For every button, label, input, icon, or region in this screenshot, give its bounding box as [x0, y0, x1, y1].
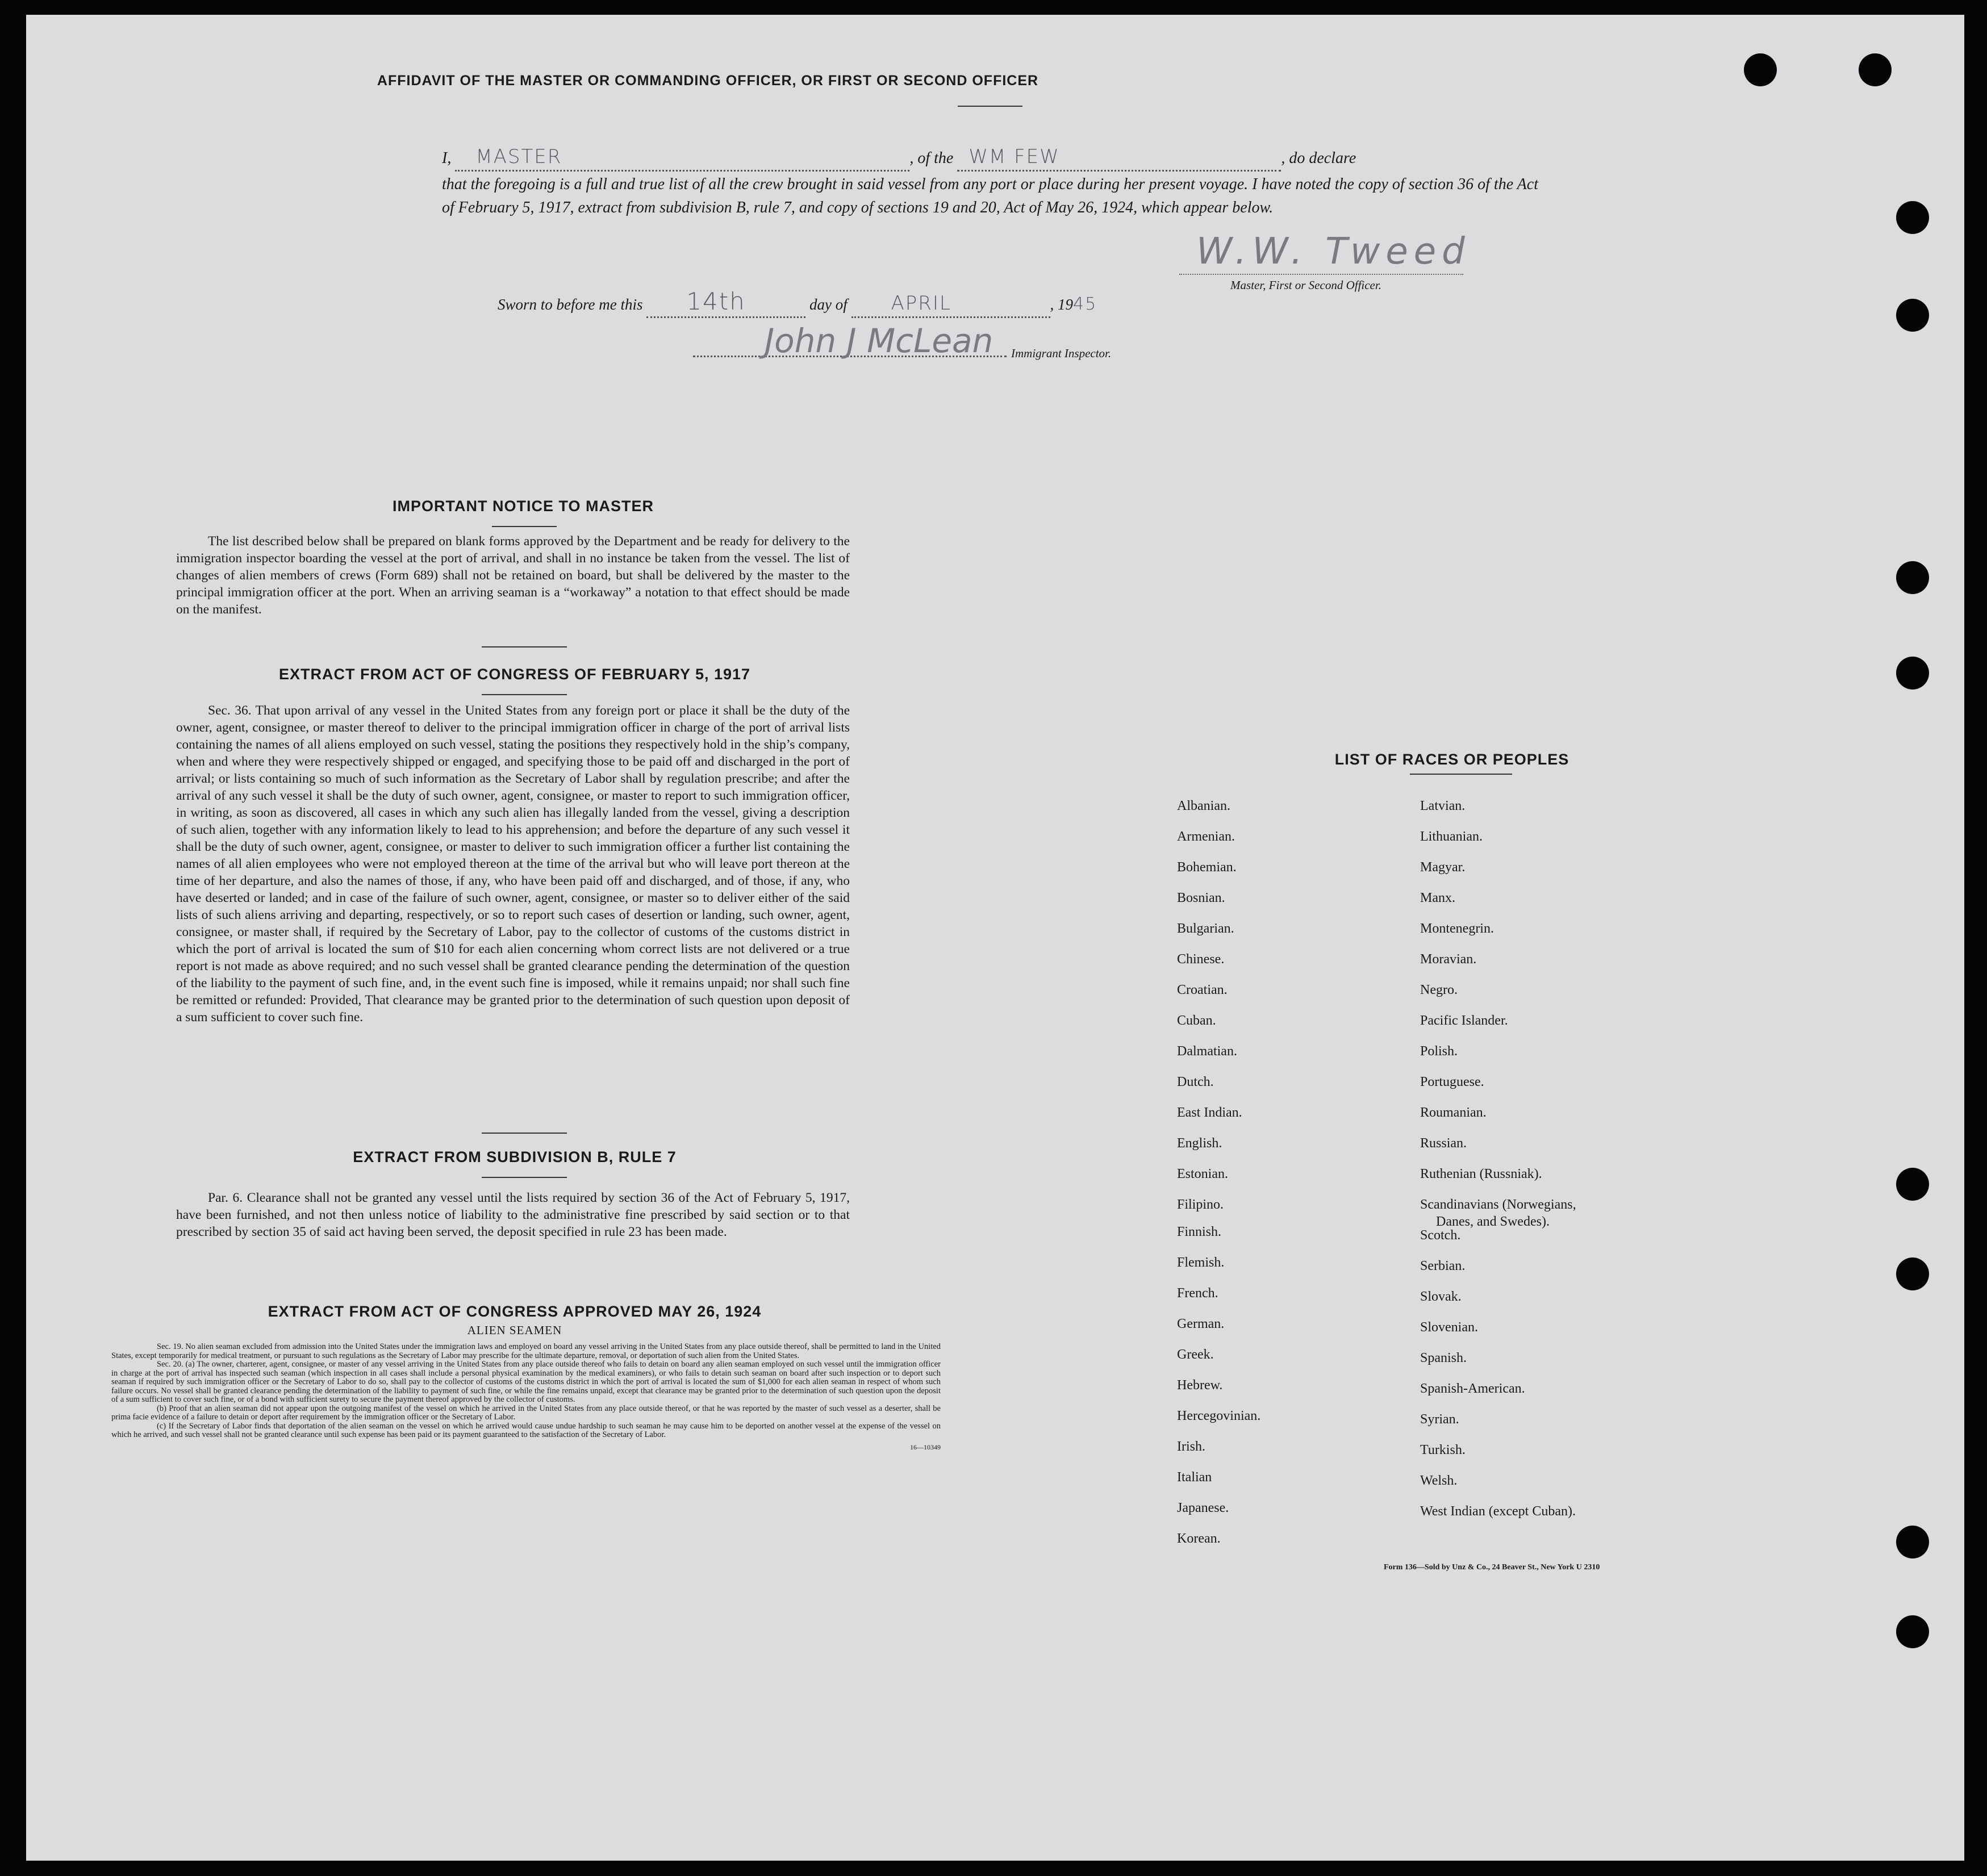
race-item: Irish. — [1177, 1439, 1205, 1454]
race-item: German. — [1177, 1317, 1225, 1331]
notice-text: The list described below shall be prepared on blank forms approved by the Department and be ready for delivery to the immigration inspector boarding the vessel at the port of arrival, and shall in no instance be taken from the vessel. The list of changes of alien members of crews (Form 689) shall not be retained on board, but shall be delivered by the master to the principal immigration officer at the port. When an arriving seaman is a “workaway” a notation to that effect should be made on the manifest. — [176, 534, 850, 617]
declaration-prefix: I, — [442, 149, 452, 167]
race-item: Turkish. — [1420, 1443, 1466, 1457]
race-item: Dalmatian. — [1177, 1044, 1237, 1059]
race-item: Bulgarian. — [1177, 921, 1234, 936]
race-item: Estonian. — [1177, 1167, 1228, 1181]
race-item: Moravian. — [1420, 952, 1477, 967]
race-item: Greek. — [1177, 1347, 1214, 1362]
title-rule — [958, 106, 1022, 107]
race-item: Croatian. — [1177, 983, 1228, 997]
race-item: West Indian (except Cuban). — [1420, 1504, 1576, 1519]
sworn-day-value: 14th — [686, 287, 746, 315]
race-item: Syrian. — [1420, 1412, 1459, 1427]
punch-hole-6 — [1896, 657, 1929, 690]
declaration-line — [442, 145, 1538, 172]
race-item: Slovenian. — [1420, 1320, 1478, 1335]
race-item: English. — [1177, 1136, 1222, 1151]
punch-hole-5 — [1896, 561, 1929, 594]
race-item: Spanish. — [1420, 1351, 1467, 1365]
sworn-prefix: Sworn to before me this — [498, 296, 643, 313]
race-item: Montenegrin. — [1420, 921, 1494, 936]
affidavit-title: AFFIDAVIT OF THE MASTER OR COMMANDING OFFICER, OR FIRST OR SECOND OFFICER — [377, 73, 1039, 89]
notice-end-rule — [482, 646, 567, 647]
master-signature-line — [1179, 274, 1463, 275]
race-item: Manx. — [1420, 891, 1455, 905]
sworn-month-field — [851, 292, 1050, 318]
sworn-year-value: 45 — [1073, 294, 1097, 314]
punch-hole-7 — [1896, 1168, 1929, 1201]
race-item: Bohemian. — [1177, 860, 1237, 875]
race-item: Armenian. — [1177, 829, 1235, 844]
race-item: Ruthenian (Russniak). — [1420, 1167, 1542, 1181]
declarant-value: MASTER — [475, 145, 562, 168]
race-item: Cuban. — [1177, 1013, 1216, 1028]
race-item: Hercegovinian. — [1177, 1409, 1261, 1423]
form-footer: Form 136—Sold by Unz & Co., 24 Beaver St., New York U 2310 — [1384, 1563, 1600, 1572]
extract-1917-text: Sec. 36. That upon arrival of any vessel in the United States from any foreign port or place it shall be the duty of the owner, agent, consignee, or master thereof to deliver to the principal immigration officer in charge of the port of arrival lists containing the names of all aliens employed on such vessel, stating the positions they respectively hold in the ship’s company, when and where they were respectively shipped or engaged, and specifying those to be paid off and discharged in the port of arrival; or lists containing so much of such information as the Secretary of Labor shall by regulation prescribe; and after the arrival of any such vessel it shall be the duty of such owner, agent, consignee, or master to report to such immigration officer, in writing, as soon as discovered, all cases in which any such alien has illegally landed from the vessel, giving a description of such alien, together with any information likely to lead to his apprehension; and before the departure of any such vessel it shall be the duty of such owner, agent, consignee, or master to deliver to such immigration officer a further list containing the names of all alien employees who were not employed thereon at the time of the arrival but who will leave port thereon at the time of her departure, and also the names of those, if any, who have been paid off and discharged, and of those, if any, who have deserted or landed; and in case of the failure of such owner, agent, consignee, or master so to deliver either of the said lists of such aliens arriving and departing, respectively, or so to report such cases of desertion or landing, such owner, agent, consignee, or master shall, if required by the Secretary of Labor, pay to the collector of customs of the customs district in which the port of arrival is located the sum of $10 for each alien concerning whom correct lists are not delivered or a true report is not made as above required; and no such vessel shall be granted clearance pending the determination of the question of the liability to the payment of such fine, and, in the event such fine is imposed, while it remains unpaid; nor shall such fine be remitted or refunded: Provided, That clearance may be granted prior to the determination of such question upon deposit of a sum sufficient to cover such fine. — [176, 703, 850, 1025]
race-item: Flemish. — [1177, 1255, 1225, 1270]
races-heading: LIST OF RACES OR PEOPLES — [1334, 751, 1569, 768]
race-item: Portuguese. — [1420, 1075, 1484, 1089]
race-item: Negro. — [1420, 983, 1458, 997]
race-item: French. — [1177, 1286, 1218, 1301]
race-item: Lithuanian. — [1420, 829, 1483, 844]
race-item: Scotch. — [1420, 1228, 1461, 1243]
extract-1924-subheading: ALIEN SEAMEN — [467, 1323, 562, 1337]
extract-1917-heading: EXTRACT FROM ACT OF CONGRESS OF FEBRUARY 5, 1917 — [278, 666, 751, 683]
sec20a-text: Sec. 20. (a) The owner, charterer, agent, consignee, or master of any vessel arriving in the United States from any place outside thereof who fails to detain on board any alien seaman employed on such vessel until the immigration officer in charge at the port of arrival has inspected such seaman (which inspection in all cases shall include a personal physical examination by the medical examiners), or who fails to detain such seaman on board after such inspection or to deport such seaman if required by such immigration officer or the Secretary of Labor to do so, shall pay to the collector of customs of the customs district in which the port of arrival is located the sum of $1,000 for each alien seaman in respect of whom such failure occurs. No vessel shall be granted clearance pending the determination of the liability to payment of such fine, or while the fine remains unpaid, except that clearance may be granted prior to the determination of such question upon the deposit of a sum sufficient to cover such fine, or of a bond with sufficient surety to secure the payment thereof approved by the collector of customs. — [111, 1360, 941, 1404]
rule7-text: Par. 6. Clearance shall not be granted any vessel until the lists required by section 36 of the Act of February 5, 1917, have been furnished, and not then unless notice of liability to the administrative fine prescribed by said section or to that prescribed by section 35 of said act having been served, the deposit specified in rule 23 has been made. — [176, 1190, 850, 1239]
race-item: Bosnian. — [1177, 891, 1225, 905]
race-item: East Indian. — [1177, 1105, 1242, 1120]
sec20c-text: (c) If the Secretary of Labor finds that deportation of the alien seaman on the vessel on which he arrived would cause undue hardship to such seaman he may cause him to be deported on another vessel at the expense of the vessel on which he arrived, and such vessel shall not be granted clearance until such expense has been paid or its payment guaranteed to the satisfaction of the Secretary of Labor. — [111, 1421, 941, 1439]
form-code: 16—10349 — [910, 1443, 941, 1451]
race-item: Roumanian. — [1420, 1105, 1487, 1120]
punch-hole-3 — [1896, 201, 1929, 234]
extract-1924-text — [111, 1343, 941, 1452]
extract-1924-heading: EXTRACT FROM ACT OF CONGRESS APPROVED MAY 26, 1924 — [268, 1303, 762, 1320]
race-item: Dutch. — [1177, 1075, 1214, 1089]
race-item: Italian — [1177, 1470, 1212, 1485]
rule7-heading: EXTRACT FROM SUBDIVISION B, RULE 7 — [353, 1148, 677, 1165]
race-item: Japanese. — [1177, 1501, 1229, 1515]
punch-hole-4 — [1896, 299, 1929, 332]
punch-hole-1 — [1744, 53, 1777, 86]
races-rule — [1410, 774, 1512, 775]
race-item: Welsh. — [1420, 1473, 1458, 1488]
declarant-field — [455, 145, 909, 172]
race-item: Magyar. — [1420, 860, 1466, 875]
race-item: Latvian. — [1420, 799, 1466, 813]
race-item: Danes, and Swedes). — [1436, 1214, 1550, 1229]
race-item: Scandinavians (Norwegians, — [1420, 1197, 1576, 1212]
punch-hole-8 — [1896, 1257, 1929, 1290]
do-declare-label: , do declare — [1281, 149, 1356, 167]
notice-rule — [492, 526, 557, 527]
race-item: Albanian. — [1177, 799, 1230, 813]
sworn-line — [498, 287, 1097, 318]
race-item: Serbian. — [1420, 1259, 1466, 1273]
vessel-name-value: WM FEW — [969, 145, 1060, 168]
sworn-month-value: APRIL — [891, 292, 951, 315]
race-item: Korean. — [1177, 1531, 1221, 1546]
vessel-field — [957, 145, 1281, 172]
race-item: Finnish. — [1177, 1225, 1222, 1239]
rule7-top-rule — [482, 1133, 567, 1134]
sec19-text: Sec. 19. No alien seaman excluded from admission into the United States under the immigration laws and employed on board any vessel arriving in the United States from any place outside thereof, shall be permitted to land in the United States, except temporarily for medical treatment, or pursuant to such regulations as the Secretary of Labor may prescribe for the ultimate departure, removal, or deportation of such alien from the United States. — [111, 1342, 941, 1360]
race-item: Hebrew. — [1177, 1378, 1223, 1393]
master-signature-label: Master, First or Second Officer. — [1230, 278, 1381, 292]
race-item: Pacific Islander. — [1420, 1013, 1508, 1028]
affidavit-declaration — [442, 145, 1538, 219]
inspector-label: Immigrant Inspector. — [1011, 346, 1112, 360]
punch-hole-2 — [1859, 53, 1892, 86]
race-item: Chinese. — [1177, 952, 1225, 967]
race-item: Spanish-American. — [1420, 1381, 1525, 1396]
year-prefix: , 19 — [1050, 296, 1073, 313]
punch-hole-9 — [1896, 1526, 1929, 1559]
punch-hole-10 — [1896, 1615, 1929, 1648]
race-item: Filipino. — [1177, 1197, 1224, 1212]
extract-1917-rule — [482, 694, 567, 695]
master-signature: W.W. Tweed — [1196, 231, 1471, 273]
document-page — [26, 15, 1964, 1861]
declaration-body: that the foregoing is a full and true list of all the crew brought in said vessel from any port or place during her present voyage. I have noted the copy of section 36 of the Act of February 5, 1917, extract from subdivision B, rule 7, and copy of sections 19 and 20, Act of May 26, 1924, which appear below. — [442, 176, 1538, 216]
of-the-label: , of the — [909, 149, 954, 167]
notice-heading: IMPORTANT NOTICE TO MASTER — [393, 498, 654, 515]
day-of-label: day of — [809, 296, 848, 313]
inspector-signature: John J McLean — [765, 321, 993, 360]
sec20b-text: (b) Proof that an alien seaman did not appear upon the outgoing manifest of the vessel on which he arrived in the United States from any place outside thereof, or that he was reported by the master of such vessel as a deserter, shall be prima facie evidence of a failure to detain or deport after requirement by the immigration officer or the Secretary of Labor. — [111, 1403, 941, 1422]
sworn-day-field — [646, 287, 805, 318]
race-item: Slovak. — [1420, 1289, 1462, 1304]
rule7-rule — [482, 1177, 567, 1178]
race-item: Russian. — [1420, 1136, 1467, 1151]
race-item: Polish. — [1420, 1044, 1458, 1059]
